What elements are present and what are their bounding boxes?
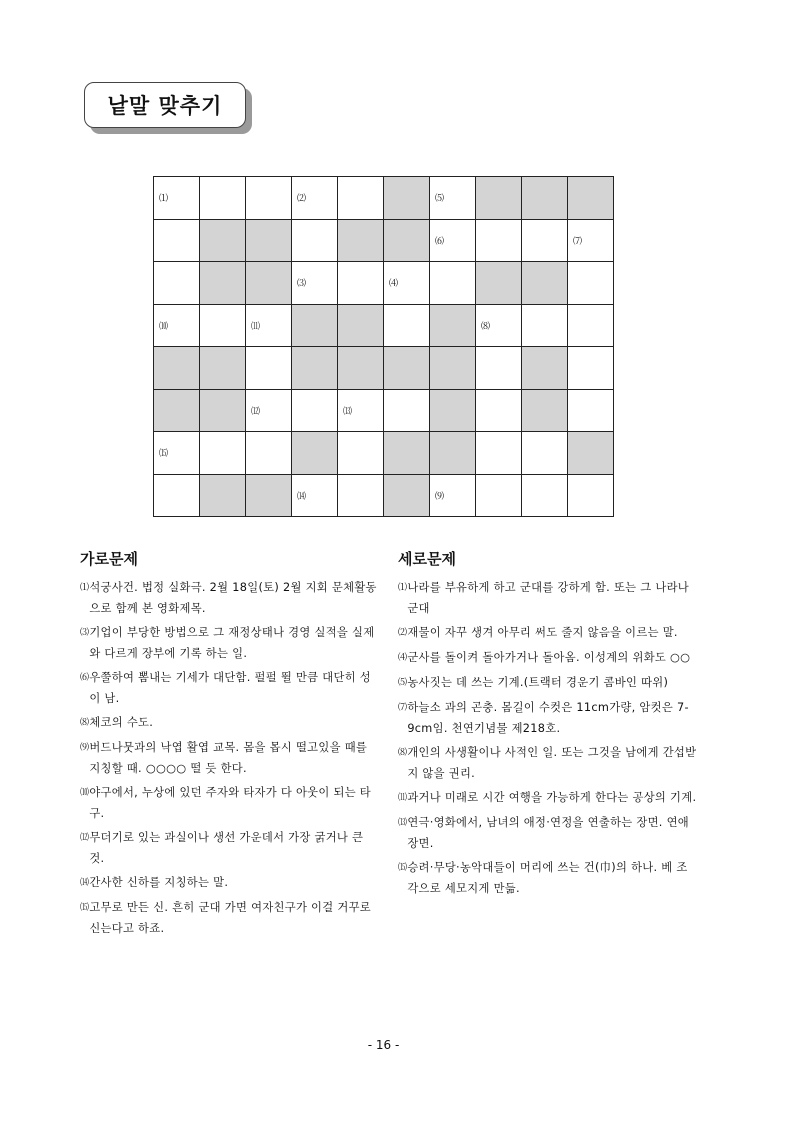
clue-number-label: ⑸ xyxy=(435,194,444,204)
grid-cell-blocked xyxy=(246,220,292,263)
across-clue xyxy=(80,782,380,824)
grid-cell[interactable] xyxy=(476,305,522,348)
clue-number: ⑷ xyxy=(398,653,408,663)
clue-number: ⑺ xyxy=(398,703,408,713)
grid-cell-blocked xyxy=(338,220,384,263)
grid-cell[interactable] xyxy=(154,475,200,518)
across-clue xyxy=(80,577,380,619)
down-clue xyxy=(398,672,698,694)
grid-cell[interactable] xyxy=(154,432,200,475)
grid-cell[interactable] xyxy=(568,305,614,348)
grid-cell[interactable] xyxy=(476,390,522,433)
page-title-box xyxy=(84,82,246,128)
grid-cell[interactable] xyxy=(154,177,200,220)
grid-cell-blocked xyxy=(568,177,614,220)
across-clue xyxy=(80,827,380,869)
grid-cell[interactable] xyxy=(568,475,614,518)
grid-cell-blocked xyxy=(292,347,338,390)
grid-cell-blocked xyxy=(200,347,246,390)
grid-cell[interactable] xyxy=(246,347,292,390)
down-clue xyxy=(398,742,698,784)
grid-cell-blocked xyxy=(154,390,200,433)
grid-cell[interactable] xyxy=(200,305,246,348)
grid-cell[interactable] xyxy=(292,177,338,220)
grid-cell[interactable] xyxy=(154,220,200,263)
grid-cell[interactable] xyxy=(246,305,292,348)
clue-text: 연극·영화에서, 남녀의 애정·연정을 연출하는 장면. 연애 장면. xyxy=(407,816,690,850)
clue-number: ⑿ xyxy=(80,833,90,843)
grid-cell-blocked xyxy=(246,475,292,518)
grid-cell[interactable] xyxy=(384,262,430,305)
clue-text: 석궁사건. 법정 실화극. 2월 18일(토) 2월 지회 문체활동으로 함께 본 영화제목. xyxy=(89,581,377,615)
down-clue xyxy=(398,622,698,644)
grid-cell-blocked xyxy=(384,177,430,220)
grid-cell-blocked xyxy=(430,305,476,348)
down-clues-section xyxy=(398,548,698,902)
down-clue xyxy=(398,697,698,739)
grid-cell[interactable] xyxy=(338,177,384,220)
clue-text: 기업이 부당한 방법으로 그 재정상태나 경영 실적을 실제와 다르게 장부에 기록 하는 일. xyxy=(89,626,375,660)
clue-number-label: ⑻ xyxy=(481,321,490,332)
grid-cell[interactable] xyxy=(476,347,522,390)
grid-cell-blocked xyxy=(522,177,568,220)
grid-cell[interactable] xyxy=(430,262,476,305)
clue-text: 군사를 돌이켜 돌아가거나 돌아옴. 이성계의 위화도 ○○ xyxy=(407,651,691,664)
grid-cell[interactable] xyxy=(154,305,200,348)
clue-number-label: ⑿ xyxy=(251,406,260,417)
grid-cell-blocked xyxy=(384,347,430,390)
clue-number: ⑴ xyxy=(398,583,408,593)
clue-number-label: ⑾ xyxy=(251,321,260,332)
grid-cell[interactable] xyxy=(430,220,476,263)
grid-cell-blocked xyxy=(292,432,338,475)
clue-number: ⑴ xyxy=(80,583,90,593)
grid-cell[interactable] xyxy=(154,262,200,305)
clue-number-label: ⒁ xyxy=(297,491,306,502)
clue-text: 우쭐하여 뽐내는 기세가 대단함. 펄펄 뛸 만큼 대단히 성이 남. xyxy=(89,671,372,705)
clue-number: ⑻ xyxy=(80,718,90,728)
grid-cell[interactable] xyxy=(292,475,338,518)
clue-number: ⒂ xyxy=(80,903,90,913)
clue-number-label: ⒀ xyxy=(343,406,352,417)
grid-cell[interactable] xyxy=(338,262,384,305)
grid-cell-blocked xyxy=(292,305,338,348)
grid-cell[interactable] xyxy=(292,390,338,433)
grid-cell[interactable] xyxy=(568,262,614,305)
clue-number-label: ⑶ xyxy=(297,279,306,289)
clue-text: 과거나 미래로 시간 여행을 가능하게 한다는 공상의 기계. xyxy=(407,791,697,804)
clue-text: 하늘소 과의 곤충. 몸길이 수컷은 11cm가량, 암컷은 7-9cm임. 천연기념물 제218호. xyxy=(407,701,689,735)
clue-text: 나라를 부유하게 하고 군대를 강하게 함. 또는 그 나라나 군대 xyxy=(407,581,690,615)
grid-cell-blocked xyxy=(430,347,476,390)
grid-cell[interactable] xyxy=(430,177,476,220)
grid-cell[interactable] xyxy=(338,432,384,475)
down-clue xyxy=(398,647,698,669)
clue-number: ⑸ xyxy=(398,678,408,688)
grid-cell[interactable] xyxy=(246,177,292,220)
clue-text: 체코의 수도. xyxy=(89,716,154,729)
grid-cell-blocked xyxy=(200,262,246,305)
page-title: 낱말 맞추기 xyxy=(107,94,223,118)
clue-number: ⑶ xyxy=(80,628,90,638)
grid-cell[interactable] xyxy=(430,475,476,518)
clue-text: 개인의 사생활이나 사적인 일. 또는 그것을 남에게 간섭받지 않을 권리. xyxy=(407,746,697,780)
grid-cell-blocked xyxy=(476,262,522,305)
clue-number: ⒁ xyxy=(80,878,90,888)
grid-cell[interactable] xyxy=(384,390,430,433)
crossword-grid xyxy=(153,176,614,517)
grid-cell-blocked xyxy=(338,347,384,390)
down-heading: 세로문제 xyxy=(398,550,456,568)
clue-text: 무더기로 있는 과실이나 생선 가운데서 가장 굵거나 큰 것. xyxy=(89,831,364,865)
grid-cell[interactable] xyxy=(476,475,522,518)
grid-cell[interactable] xyxy=(246,390,292,433)
clue-text: 야구에서, 누상에 있던 주자와 타자가 다 아웃이 되는 타구. xyxy=(89,786,372,820)
grid-cell-blocked xyxy=(384,475,430,518)
clue-number-label: ⑽ xyxy=(159,321,168,332)
grid-cell-blocked xyxy=(154,347,200,390)
grid-cell-blocked xyxy=(522,262,568,305)
clue-number-label: ⑵ xyxy=(297,194,306,204)
grid-cell-blocked xyxy=(384,432,430,475)
down-clue-list xyxy=(398,577,698,899)
grid-cell-blocked xyxy=(476,177,522,220)
clue-number: ⑹ xyxy=(80,673,90,683)
clue-text: 고무로 만든 신. 흔히 군대 가면 여자친구가 이걸 거꾸로 신는다고 하죠. xyxy=(89,901,372,935)
across-clue xyxy=(80,622,380,664)
clue-number: ⒂ xyxy=(398,863,408,873)
grid-cell[interactable] xyxy=(568,390,614,433)
grid-cell[interactable] xyxy=(476,220,522,263)
down-clue xyxy=(398,577,698,619)
clue-text: 농사짓는 데 쓰는 기계.(트랙터 경운기 콤바인 따위) xyxy=(407,676,669,689)
clue-number: ⑻ xyxy=(398,748,408,758)
across-clue xyxy=(80,872,380,894)
across-clue xyxy=(80,667,380,709)
grid-cell-blocked xyxy=(568,432,614,475)
clue-number-label: ⑷ xyxy=(389,279,398,289)
grid-cell[interactable] xyxy=(476,432,522,475)
clue-number-label: ⒂ xyxy=(159,449,168,459)
across-clues-section xyxy=(80,548,380,942)
clue-text: 간사한 신하를 지칭하는 말. xyxy=(89,876,229,889)
grid-cell-blocked xyxy=(200,220,246,263)
down-clue xyxy=(398,812,698,854)
across-clue xyxy=(80,737,380,779)
grid-cell[interactable] xyxy=(522,475,568,518)
grid-cell-blocked xyxy=(522,390,568,433)
clue-text: 승려·무당·농악대들이 머리에 쓰는 건(巾)의 하나. 베 조각으로 세모지게 만듦. xyxy=(407,861,688,895)
across-clue xyxy=(80,712,380,734)
clue-text: 버드나뭇과의 낙엽 활엽 교목. 몸을 몹시 떨고있을 때를 지칭할 때. ○○○○ 떨 듯 한다. xyxy=(89,741,368,775)
clue-number: ⑼ xyxy=(80,743,90,753)
grid-cell[interactable] xyxy=(246,432,292,475)
grid-cell[interactable] xyxy=(338,390,384,433)
clue-number-label: ⑺ xyxy=(573,236,582,247)
across-clue-list xyxy=(80,577,380,939)
grid-cell[interactable] xyxy=(200,432,246,475)
grid-cell[interactable] xyxy=(292,220,338,263)
grid-cell-blocked xyxy=(246,262,292,305)
grid-cell[interactable] xyxy=(522,305,568,348)
clue-text: 재물이 자꾸 생겨 아무리 써도 줄지 않음을 이르는 말. xyxy=(407,626,678,639)
across-clue xyxy=(80,897,380,939)
grid-cell[interactable] xyxy=(292,262,338,305)
grid-cell[interactable] xyxy=(568,347,614,390)
clue-number: ⑽ xyxy=(80,788,90,798)
clue-number-label: ⑴ xyxy=(159,194,168,204)
across-heading: 가로문제 xyxy=(80,550,138,568)
grid-cell-blocked xyxy=(384,220,430,263)
grid-cell-blocked xyxy=(430,390,476,433)
clue-number: ⑵ xyxy=(398,628,408,638)
page-number: - 16 - xyxy=(367,1038,400,1052)
grid-cell-blocked xyxy=(522,347,568,390)
grid-cell[interactable] xyxy=(568,220,614,263)
grid-cell-blocked xyxy=(338,305,384,348)
clue-number-label: ⑼ xyxy=(435,491,444,502)
down-clue xyxy=(398,787,698,809)
grid-cell-blocked xyxy=(200,390,246,433)
grid-cell-blocked xyxy=(200,475,246,518)
grid-cell[interactable] xyxy=(384,305,430,348)
grid-cell-blocked xyxy=(430,432,476,475)
clue-number: ⑾ xyxy=(398,793,408,803)
grid-cell[interactable] xyxy=(522,220,568,263)
clue-number-label: ⑹ xyxy=(435,236,444,247)
grid-cell[interactable] xyxy=(200,177,246,220)
down-clue xyxy=(398,857,698,899)
grid-cell[interactable] xyxy=(338,475,384,518)
clue-number: ⒀ xyxy=(398,818,408,828)
grid-cell[interactable] xyxy=(522,432,568,475)
